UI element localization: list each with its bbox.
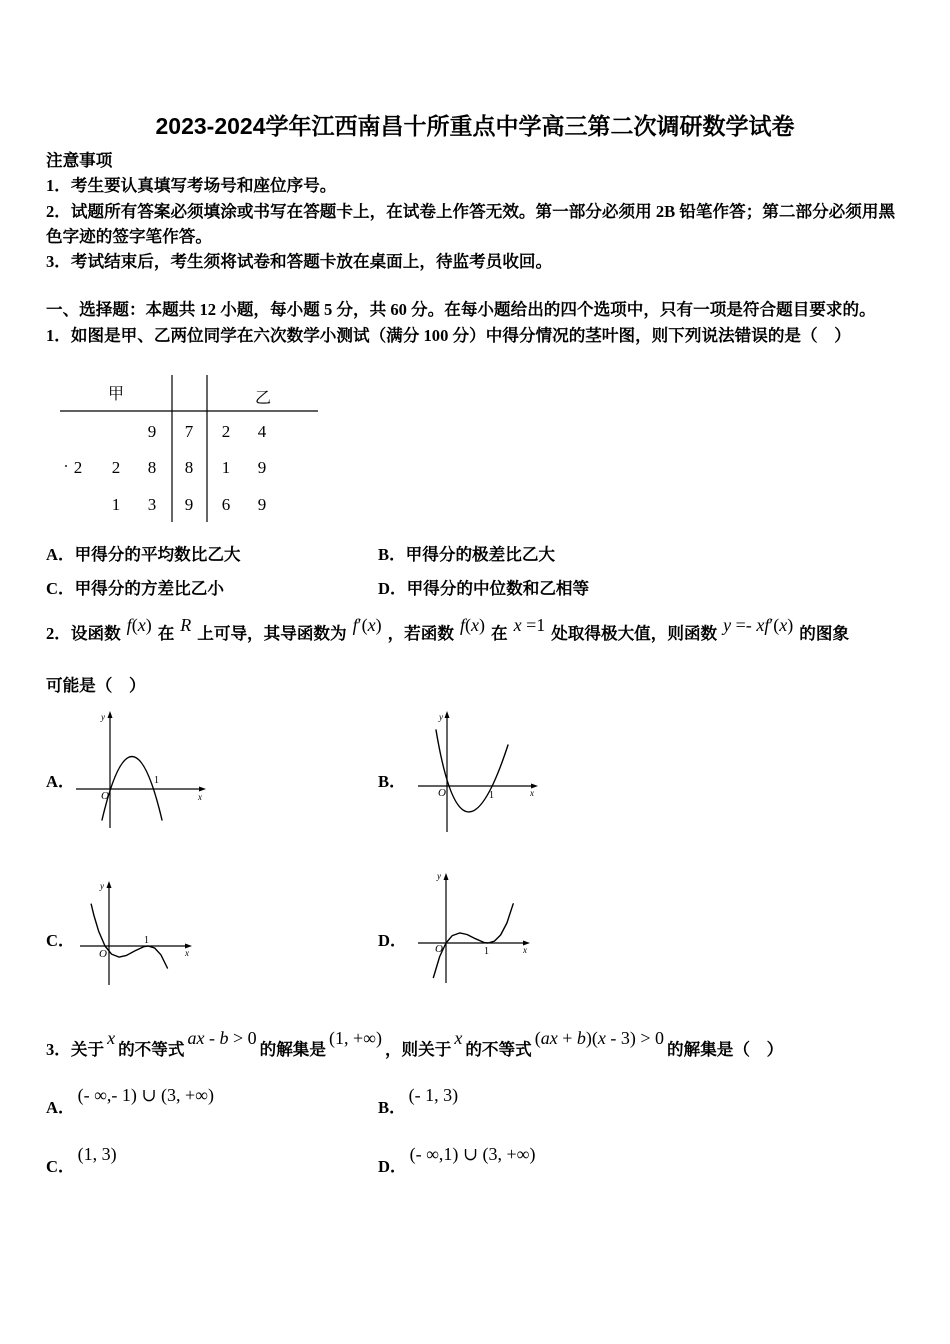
notice-item-1: 1．考生要认真填写考场号和座位序号。 bbox=[46, 176, 337, 196]
q3-option-a bbox=[46, 1085, 214, 1120]
y-axis-label: y bbox=[100, 881, 104, 891]
q2-stem-text: ，若函数 bbox=[387, 624, 454, 643]
q2-stem-text: 在 bbox=[157, 624, 175, 643]
y-axis-arrow-icon bbox=[107, 881, 112, 888]
q2-stem-math-r: R bbox=[180, 615, 192, 635]
y-axis-label: y bbox=[437, 871, 441, 881]
q3-stem-text: ，则关于 bbox=[384, 1040, 452, 1059]
q1-stem: 1．如图是甲、乙两位同学在六次数学小测试（满分 100 分）中得分情况的茎叶图，则下列说法错误的是（ ） bbox=[46, 326, 851, 345]
x-axis-label: x bbox=[523, 945, 527, 955]
option-label: A． bbox=[46, 1098, 75, 1117]
y-axis-label: y bbox=[439, 712, 443, 722]
q3-stem-math-x: x bbox=[107, 1028, 116, 1048]
option-label: D． bbox=[378, 579, 407, 598]
q2-option-c-label: C． bbox=[46, 931, 75, 950]
q2-option-b-label: B． bbox=[378, 772, 406, 791]
y-axis-arrow-icon bbox=[445, 711, 450, 718]
option-math: (1, 3) bbox=[77, 1144, 117, 1164]
stem-leaf-right-leaf: 4 bbox=[257, 422, 267, 441]
function-curve bbox=[102, 757, 162, 821]
option-label: C． bbox=[46, 579, 75, 598]
q2-stem-math-derivative: f′(x) bbox=[352, 615, 382, 635]
x-axis-arrow-icon bbox=[199, 787, 206, 792]
notice-block bbox=[46, 148, 904, 274]
q1-option-a bbox=[46, 542, 241, 567]
stem-leaf-left-leaf: 3 bbox=[147, 495, 157, 514]
q3-stem-math-x: x bbox=[454, 1028, 463, 1048]
option-math: (- ∞,1) ∪ (3, +∞) bbox=[409, 1144, 536, 1164]
page-title: 2023-2024学年江西南昌十所重点中学高三第二次调研数学试卷 bbox=[155, 113, 795, 139]
q2-option-d-graph bbox=[410, 868, 540, 988]
q1-option-d bbox=[378, 576, 589, 601]
q2-stem-text: 2．设函数 bbox=[46, 624, 121, 643]
origin-label: O bbox=[99, 948, 107, 960]
tick-label: 1 bbox=[154, 775, 159, 786]
stem-leaf-right-leaf: 9 bbox=[257, 495, 267, 514]
q1-stem-leaf-diagram bbox=[55, 370, 325, 530]
q2-stem-line-1 bbox=[46, 615, 850, 646]
x-axis-label: x bbox=[198, 792, 202, 802]
q2-option-a-label: A． bbox=[46, 772, 75, 791]
stem-leaf-right-label: 乙 bbox=[254, 390, 272, 407]
q2-option-d-label: D． bbox=[378, 931, 407, 950]
q3-stem-math-inequality: ax - b > 0 bbox=[187, 1028, 257, 1048]
q2-stem-text: 处取得极大值，则函数 bbox=[551, 624, 718, 643]
scan-dot-mark bbox=[65, 465, 67, 467]
y-axis-arrow-icon bbox=[444, 873, 449, 880]
x-axis-label: x bbox=[185, 948, 189, 958]
stem-leaf-stem: 9 bbox=[184, 495, 194, 514]
q2-option-a-graph bbox=[70, 708, 210, 833]
stem-leaf-left-leaf: 1 bbox=[111, 495, 121, 514]
notice-item-2: 2．试题所有答案必须填涂或书写在答题卡上，在试卷上作答无效。第一部分必须用 2B 铅笔作答；第二部分必须用黑色字迹的签字笔作答。 bbox=[46, 201, 896, 246]
q3-option-d bbox=[378, 1144, 536, 1179]
notice-item-3: 3．考试结束后，考生须将试卷和答题卡放在桌面上，待监考员收回。 bbox=[46, 252, 553, 272]
origin-label: O bbox=[435, 943, 443, 955]
stem-leaf-left-leaf: 2 bbox=[73, 458, 83, 477]
option-math: (- 1, 3) bbox=[408, 1085, 459, 1105]
q1-option-b bbox=[378, 542, 555, 567]
stem-leaf-right-leaf: 9 bbox=[257, 458, 267, 477]
y-axis-arrow-icon bbox=[108, 711, 113, 718]
option-label: D． bbox=[378, 1157, 407, 1176]
stem-leaf-left-leaf: 9 bbox=[147, 422, 157, 441]
option-label: B． bbox=[378, 545, 406, 564]
q3-stem-text: 3．关于 bbox=[46, 1040, 105, 1059]
origin-label: O bbox=[101, 790, 109, 802]
option-label: A． bbox=[46, 545, 75, 564]
stem-leaf-left-leaf: 8 bbox=[147, 458, 157, 477]
stem-leaf-right-leaf: 2 bbox=[221, 422, 231, 441]
tick-label: 1 bbox=[484, 946, 489, 957]
section-one-heading: 一、选择题：本题共 12 小题，每小题 5 分，共 60 分。在每小题给出的四个选项中，只有一项是符合题目要求的。 bbox=[46, 300, 876, 319]
q2-stem-math-y-function: y =- xf′(x) bbox=[723, 615, 794, 635]
q2-option-b-graph bbox=[410, 708, 550, 838]
q2-option-c-graph bbox=[72, 876, 202, 991]
q3-stem-text: 的不等式 bbox=[118, 1040, 185, 1059]
origin-label: O bbox=[438, 787, 446, 799]
option-text: 甲得分的中位数和乙相等 bbox=[406, 579, 590, 598]
q3-stem-text: 的解集是（ ） bbox=[667, 1040, 784, 1059]
q2-stem-text: 上可导，其导函数为 bbox=[197, 624, 347, 643]
option-label: B． bbox=[378, 1098, 406, 1117]
q2-stem-math-fx: f(x) bbox=[126, 615, 152, 635]
option-label: C． bbox=[46, 1157, 75, 1176]
q2-stem-text: 的图象 bbox=[799, 624, 850, 643]
q2-stem-math-fx: f(x) bbox=[459, 615, 485, 635]
option-text: 甲得分的极差比乙大 bbox=[405, 545, 556, 564]
q3-stem-math-product-inequality: (ax + b)(x - 3) > 0 bbox=[534, 1028, 665, 1048]
q3-stem-text: 的不等式 bbox=[465, 1040, 532, 1059]
q2-stem-line-2: 可能是（ ） bbox=[46, 676, 146, 695]
q3-option-c bbox=[46, 1144, 117, 1179]
stem-leaf-left-leaf: 2 bbox=[111, 458, 121, 477]
tick-label: 1 bbox=[144, 935, 149, 946]
notice-heading: 注意事项 bbox=[46, 151, 113, 170]
option-text: 甲得分的平均数比乙大 bbox=[74, 545, 241, 564]
stem-leaf-right-leaf: 1 bbox=[221, 458, 231, 477]
q3-option-b bbox=[378, 1085, 459, 1120]
q3-stem bbox=[46, 1028, 784, 1062]
q3-stem-text: 的解集是 bbox=[259, 1040, 326, 1059]
q2-stem-math-x-equals-1: x =1 bbox=[513, 615, 546, 635]
option-text: 甲得分的方差比乙小 bbox=[74, 579, 224, 598]
x-axis-label: x bbox=[530, 788, 534, 798]
tick-label: 1 bbox=[489, 790, 494, 801]
stem-leaf-stem: 7 bbox=[184, 422, 194, 441]
stem-leaf-stem: 8 bbox=[184, 458, 194, 477]
stem-leaf-right-leaf: 6 bbox=[221, 495, 231, 514]
function-curve bbox=[433, 904, 513, 978]
y-axis-label: y bbox=[101, 712, 105, 722]
q2-stem-text: 在 bbox=[490, 624, 508, 643]
option-math: (- ∞,- 1) ∪ (3, +∞) bbox=[77, 1085, 214, 1105]
q3-stem-math-solution-set: (1, +∞) bbox=[328, 1028, 382, 1048]
stem-leaf-left-label: 甲 bbox=[107, 386, 125, 403]
q1-option-c bbox=[46, 576, 224, 601]
